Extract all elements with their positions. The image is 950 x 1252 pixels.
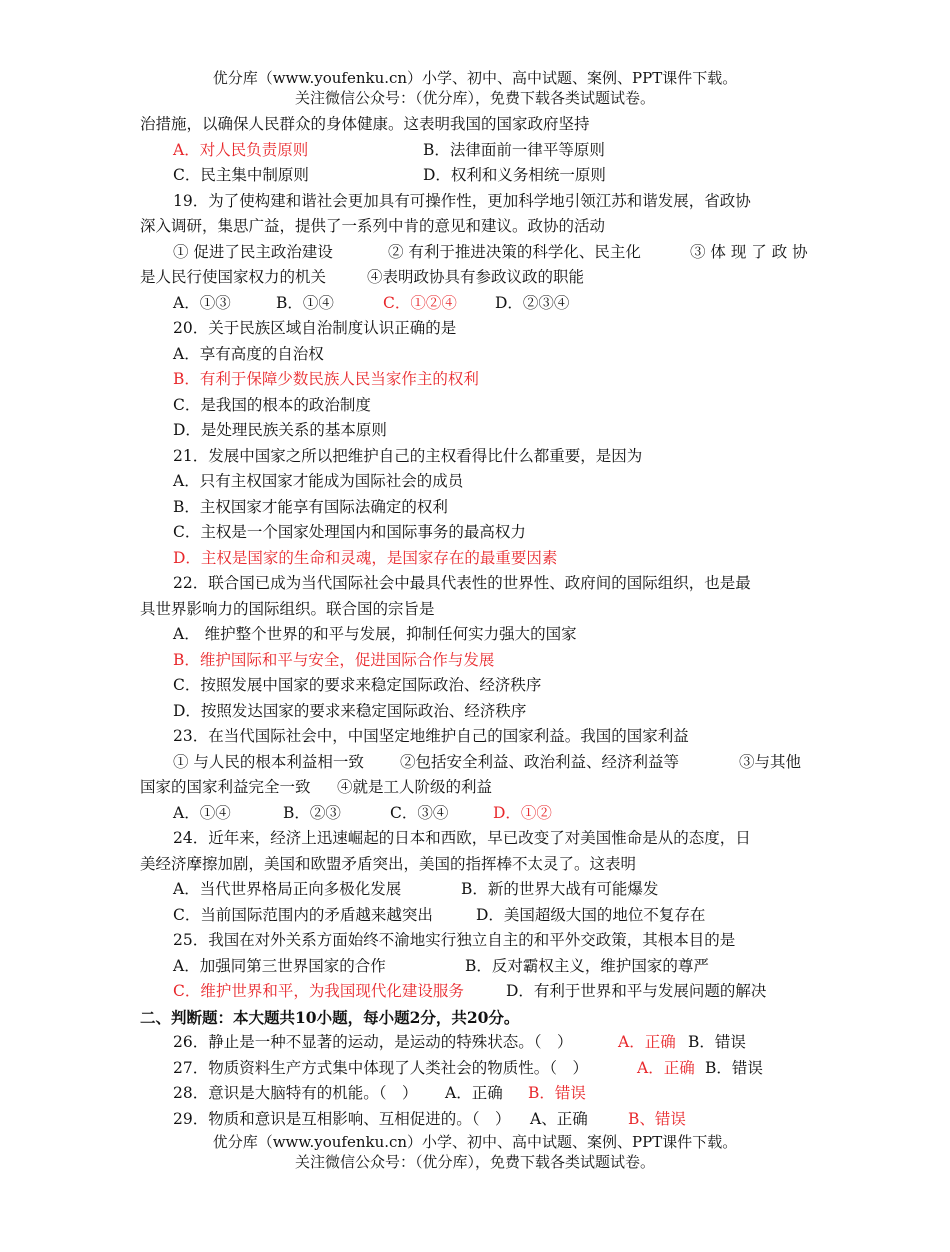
q25-option-b: B．反对霸权主义，维护国家的尊严 <box>465 957 709 975</box>
header-line-2: 关注微信公众号：（优分库），免费下载各类试题试卷。 <box>294 89 655 107</box>
q28-option-a: A．正确 <box>445 1084 503 1102</box>
q25-stem: 25．我国在对外关系方面始终不渝地实行独立自主的和平外交政策，其根本目的是 <box>173 931 736 949</box>
q20-stem: 20．关于民族区域自治制度认识正确的是 <box>173 319 457 337</box>
q18-option-b: B．法律面前一律平等原则 <box>423 141 605 159</box>
q18-stem: 治措施，以确保人民群众的身体健康。这表明我国的国家政府坚持 <box>140 115 590 133</box>
q21-stem: 21．发展中国家之所以把维护自己的主权看得比什么都重要，是因为 <box>173 447 643 465</box>
q29-stem: 29．物质和意识是互相影响、互相促进的。（ ） <box>173 1110 511 1128</box>
q28-option-b: B．错误 <box>528 1084 586 1102</box>
q22-option-d: D．按照发达国家的要求来稳定国际政治、经济秩序 <box>173 702 527 720</box>
q19-statement-4: ④表明政协具有参政议政的职能 <box>367 268 585 286</box>
q27-option-a: A．正确 <box>637 1059 695 1077</box>
q24-stem-1: 24．近年来，经济上迅速崛起的日本和西欧，早已改变了对美国惟命是从的态度，日 <box>173 829 751 847</box>
q25-option-d: D．有利于世界和平与发展问题的解决 <box>506 982 767 1000</box>
q19-statement-1: ① 促进了民主政治建设 <box>173 243 333 261</box>
q21-option-d: D．主权是国家的生命和灵魂，是国家存在的最重要因素 <box>173 549 558 567</box>
q19-stem-1: 19．为了使构建和谐社会更加具有可操作性，更加科学地引领江苏和谐发展，省政协 <box>173 192 751 210</box>
q25-option-c: C．维护世界和平，为我国现代化建设服务 <box>173 982 464 1000</box>
q21-option-b: B．主权国家才能享有国际法确定的权利 <box>173 498 448 516</box>
q22-stem-2: 具世界影响力的国际组织。联合国的宗旨是 <box>140 600 435 618</box>
q18-option-c: C．民主集中制原则 <box>173 166 309 184</box>
q20-option-a: A．享有高度的自治权 <box>173 345 324 363</box>
q23-statement-1: ① 与人民的根本利益相一致 <box>173 753 364 771</box>
q25-option-a: A．加强同第三世界国家的合作 <box>173 957 386 975</box>
q24-stem-2: 美经济摩擦加剧，美国和欧盟矛盾突出，美国的指挥棒不太灵了。这表明 <box>140 855 637 873</box>
q19-statement-3: ③ 体 现 了 政 协 <box>690 243 808 261</box>
q26-stem: 26．静止是一种不显著的运动，是运动的特殊状态。（ ） <box>173 1033 573 1051</box>
q19-statement-3-cont: 是人民行使国家权力的机关 <box>140 268 327 286</box>
header-line-1: 优分库（www.youfenku.cn）小学、初中、高中试题、案例、PPT课件下载。 <box>212 69 738 87</box>
q19-option-c: C．①②④ <box>383 294 457 312</box>
q19-option-a: A．①③ <box>173 294 231 312</box>
q27-option-b: B．错误 <box>705 1059 763 1077</box>
q21-option-a: A．只有主权国家才能成为国际社会的成员 <box>173 472 464 490</box>
q23-option-a: A．①④ <box>173 804 231 822</box>
q19-option-d: D．②③④ <box>495 294 570 312</box>
q27-stem: 27．物质资料生产方式集中体现了人类社会的物质性。（ ） <box>173 1059 588 1077</box>
q24-option-a: A．当代世界格局正向多极化发展 <box>173 880 402 898</box>
q22-stem-1: 22．联合国已成为当代国际社会中最具代表性的世界性、政府间的国际组织，也是最 <box>173 574 751 592</box>
q23-option-b: B．②③ <box>283 804 341 822</box>
q18-option-d: D．权利和义务相统一原则 <box>423 166 606 184</box>
q21-option-c: C．主权是一个国家处理国内和国际事务的最高权力 <box>173 523 526 541</box>
q26-option-b: B．错误 <box>688 1033 746 1051</box>
footer-line-2: 关注微信公众号：（优分库），免费下载各类试题试卷。 <box>294 1153 655 1171</box>
q23-statement-3: ③与其他 <box>739 753 802 771</box>
q23-statement-4: ④就是工人阶级的利益 <box>337 778 493 796</box>
q26-option-a: A．正确 <box>618 1033 676 1051</box>
q19-option-b: B．①④ <box>276 294 334 312</box>
q22-option-a: A． 维护整个世界的和平与发展，抑制任何实力强大的国家 <box>173 625 577 643</box>
q24-option-b: B．新的世界大战有可能爆发 <box>461 880 659 898</box>
q19-statement-2: ② 有利于推进决策的科学化、民主化 <box>388 243 641 261</box>
q22-option-b: B．维护国际和平与安全，促进国际合作与发展 <box>173 651 495 669</box>
q23-statement-3-cont: 国家的国家利益完全一致 <box>140 778 311 796</box>
section-2-title: 二、判断题：本大题共10小题，每小题2分，共20分。 <box>140 1008 520 1027</box>
q20-option-d: D．是处理民族关系的基本原则 <box>173 421 387 439</box>
q20-option-c: C．是我国的根本的政治制度 <box>173 396 371 414</box>
q23-statement-2: ②包括安全利益、政治利益、经济利益等 <box>400 753 680 771</box>
footer-line-1: 优分库（www.youfenku.cn）小学、初中、高中试题、案例、PPT课件下载。 <box>212 1133 738 1151</box>
q18-option-a: A．对人民负责原则 <box>173 141 309 159</box>
q29-option-b: B、错误 <box>628 1110 686 1128</box>
q24-option-c: C．当前国际范围内的矛盾越来越突出 <box>173 906 433 924</box>
q28-stem: 28．意识是大脑特有的机能。（ ） <box>173 1084 418 1102</box>
q23-option-d: D．①② <box>493 804 552 822</box>
q24-option-d: D．美国超级大国的地位不复存在 <box>476 906 706 924</box>
q20-option-b: B．有利于保障少数民族人民当家作主的权利 <box>173 370 479 388</box>
q29-option-a: A、正确 <box>530 1110 588 1128</box>
q22-option-c: C．按照发展中国家的要求来稳定国际政治、经济秩序 <box>173 676 542 694</box>
q23-stem: 23．在当代国际社会中，中国坚定地维护自己的国家利益。我国的国家利益 <box>173 727 689 745</box>
q23-option-c: C．③④ <box>390 804 449 822</box>
q19-stem-2: 深入调研，集思广益，提供了一系列中肯的意见和建议。政协的活动 <box>140 217 606 235</box>
